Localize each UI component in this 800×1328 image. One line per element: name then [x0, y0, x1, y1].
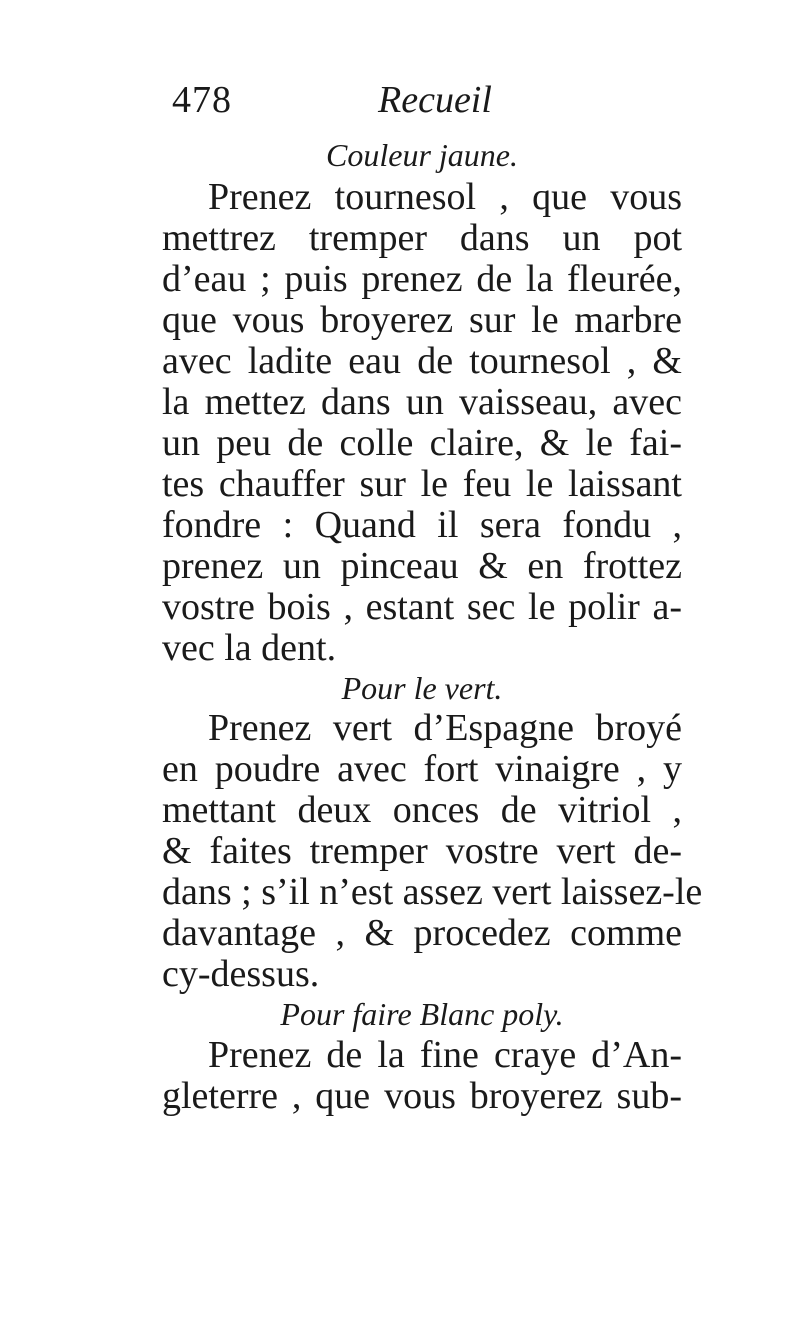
text-line: prenez un pinceau & en frottez — [162, 545, 682, 587]
section-heading: Couleur jaune. — [326, 137, 518, 173]
text-line: vec la dent. — [162, 627, 337, 669]
text-line: gleterre , que vous broyerez sub- — [162, 1075, 682, 1117]
text-line: tes chauffer sur le feu le laissant — [162, 463, 682, 505]
text-line: Prenez de la fine craye d’An- — [208, 1034, 682, 1076]
text-line: d’eau ; puis prenez de la fleurée, — [162, 258, 682, 300]
running-head: Recueil — [378, 79, 492, 121]
text-line: davantage , & procedez comme — [162, 912, 682, 954]
section-heading: Pour faire Blanc poly. — [280, 996, 564, 1032]
text-line: vostre bois , estant sec le polir a- — [162, 586, 682, 628]
text-line: Prenez vert d’Espagne broyé — [208, 707, 682, 749]
text-line: la mettez dans un vaisseau, avec — [162, 381, 682, 423]
text-line: un peu de colle claire, & le fai- — [162, 422, 682, 464]
page-header — [168, 78, 548, 138]
text-line: que vous broyerez sur le marbre — [162, 299, 682, 341]
text-line: en poudre avec fort vinaigre , y — [162, 748, 682, 790]
text-line: Prenez tournesol , que vous — [208, 176, 682, 218]
text-line: mettrez tremper dans un pot — [162, 217, 682, 259]
page-number: 478 — [172, 79, 232, 121]
text-line: mettant deux onces de vitriol , — [162, 789, 682, 831]
text-line: cy-dessus. — [162, 953, 320, 995]
section-heading: Pour le vert. — [341, 670, 503, 706]
text-line: fondre : Quand il sera fondu , — [162, 504, 682, 546]
text-line: dans ; s’il n’est assez vert laissez-le — [162, 871, 703, 913]
text-line: avec ladite eau de tournesol , & — [162, 340, 682, 382]
text-line: & faites tremper vostre vert de- — [162, 830, 682, 872]
